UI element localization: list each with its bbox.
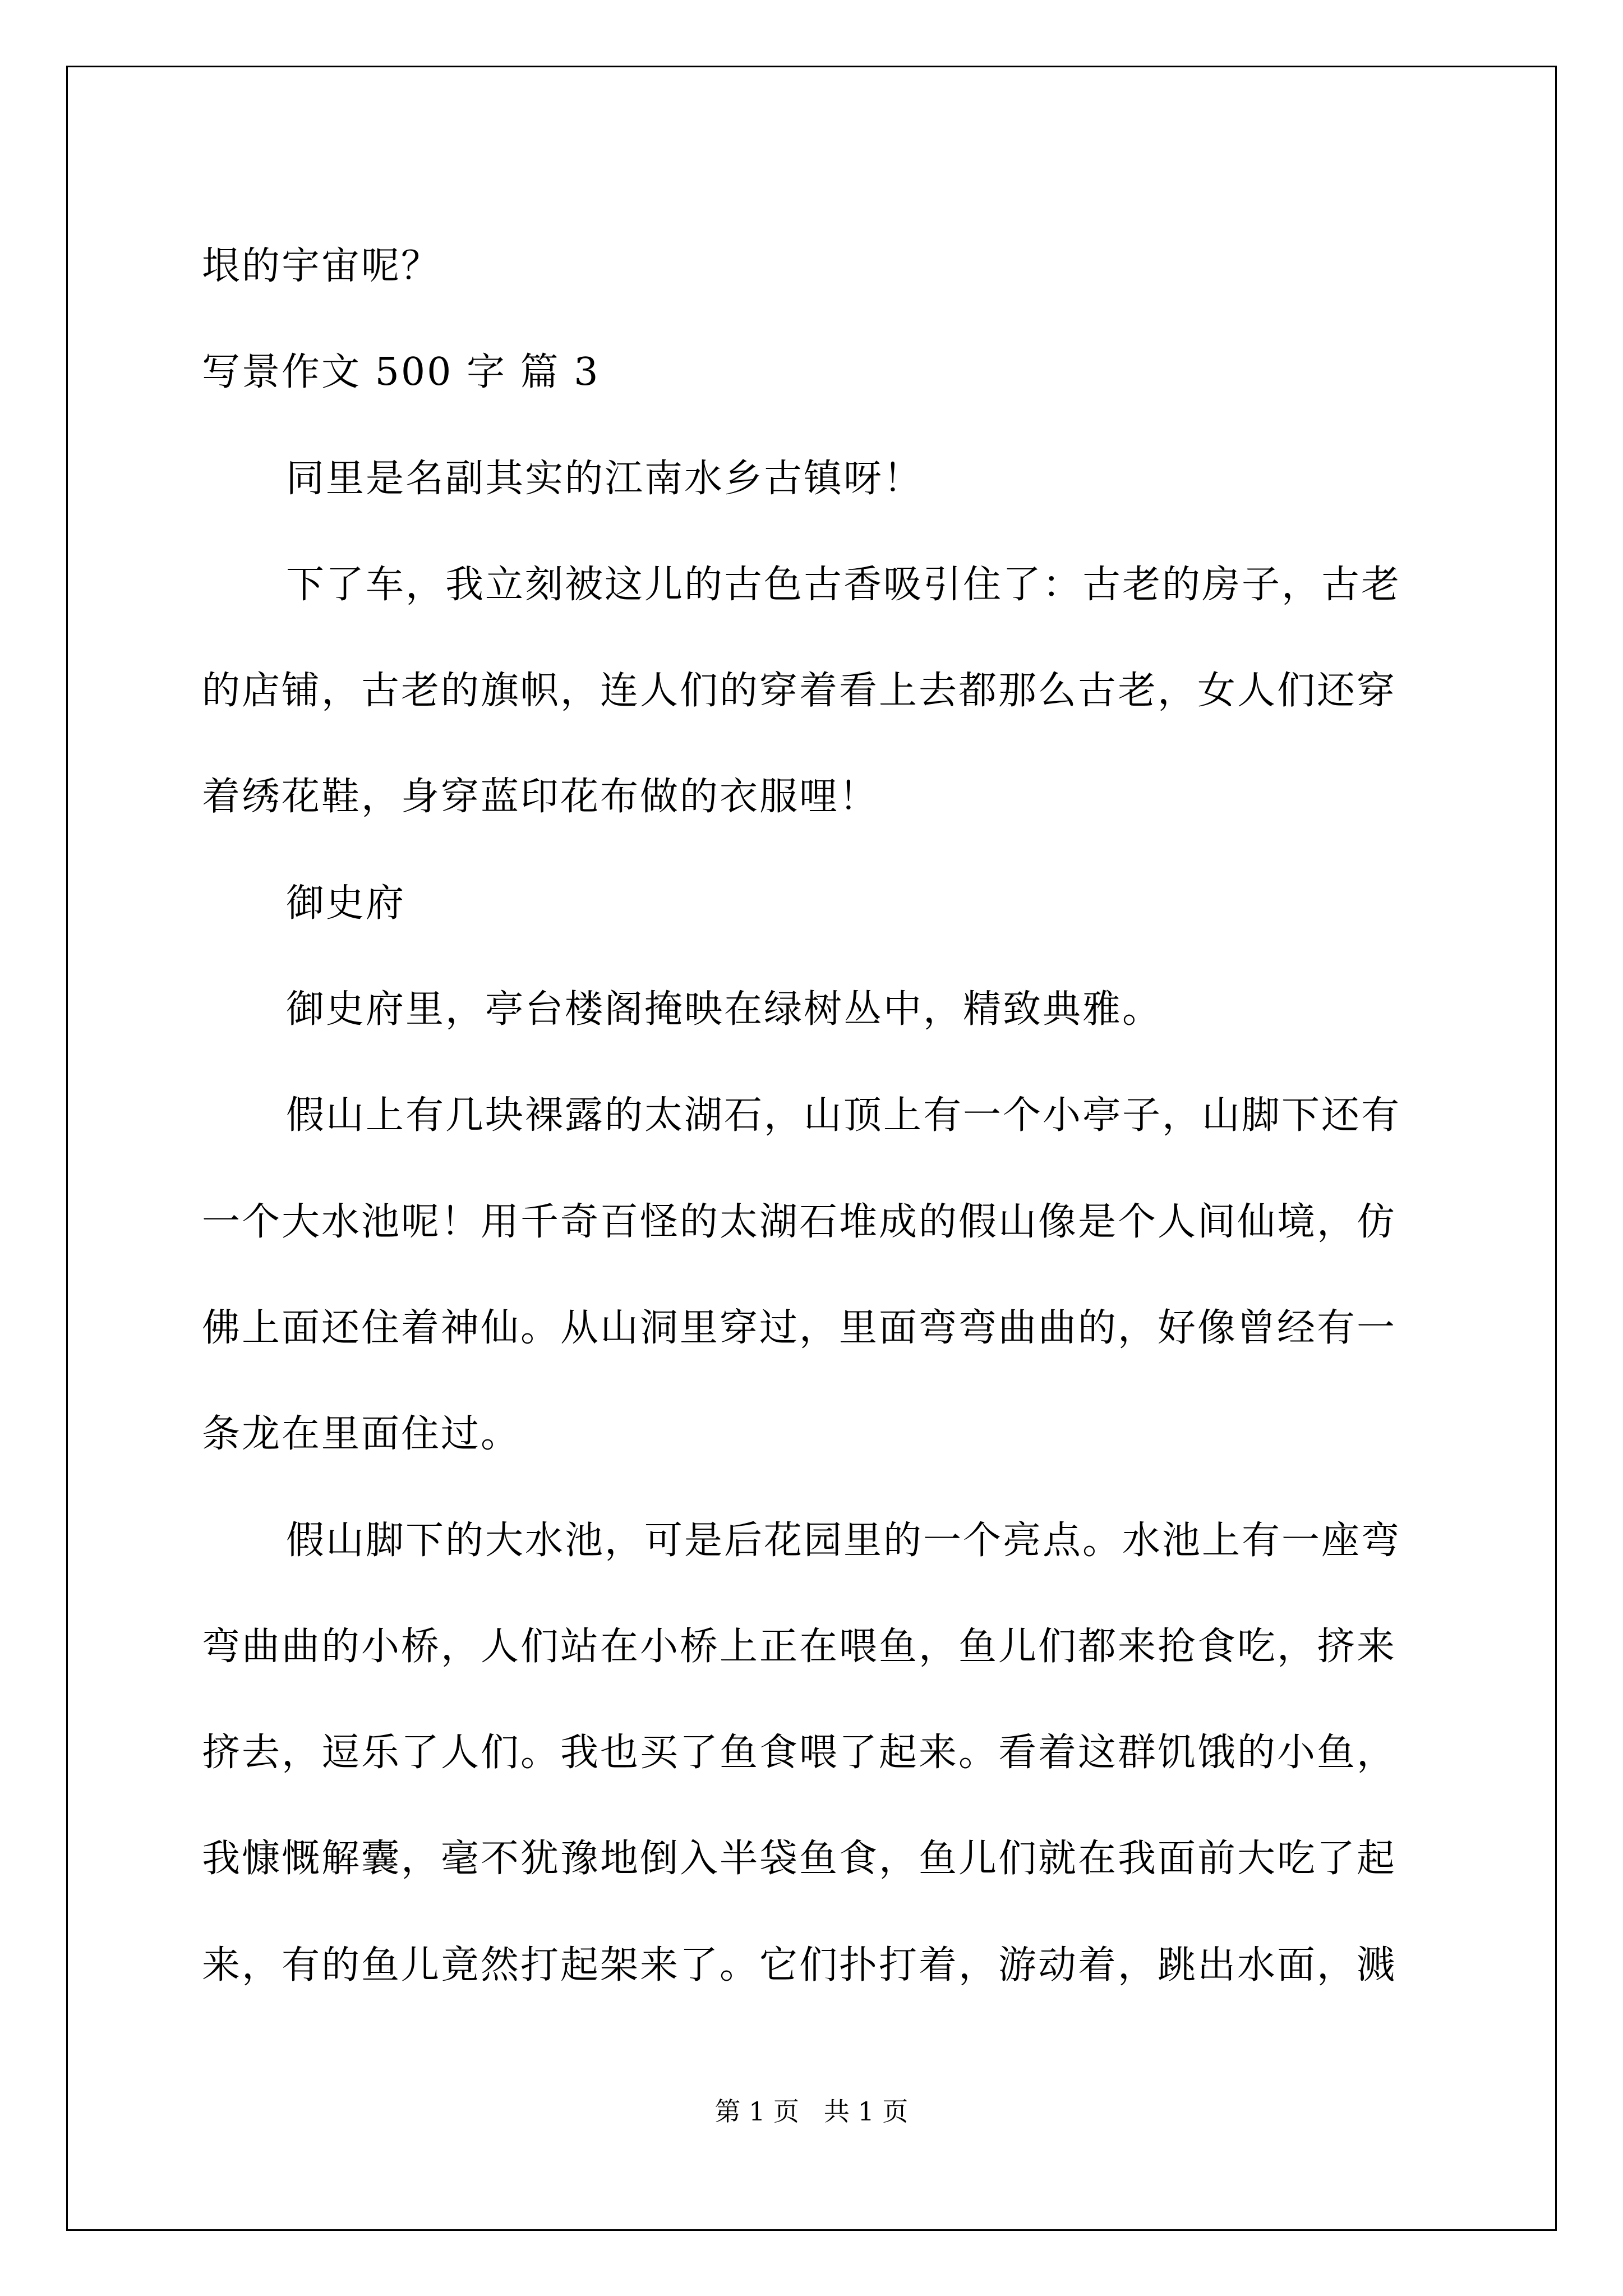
paragraph-line: 御史府里，亭台楼阁掩映在绿树丛中，精致典雅。: [286, 987, 1163, 1032]
paragraph-line: 一个大水池呢！用千奇百怪的太湖石堆成的假山像是个人间仙境，仿: [202, 1199, 1397, 1244]
paragraph-line: 条龙在里面住过。: [202, 1412, 521, 1457]
page-number-footer: 第 1 页 共 1 页: [714, 2096, 909, 2127]
paragraph-line: 着绣花鞋，身穿蓝印花布做的衣服哩！: [202, 775, 879, 820]
section-heading: 写景作文 500 字 篇 3: [202, 350, 600, 395]
document-body: [202, 213, 1424, 2018]
text-line: 垠的宇宙呢？: [202, 244, 441, 288]
paragraph-line: 来，有的鱼儿竟然打起架来了。它们扑打着，游动着，跳出水面，溅: [202, 1943, 1397, 1987]
paragraph-line: 挤去，逗乐了人们。我也买了鱼食喂了起来。看着这群饥饿的小鱼，: [202, 1731, 1397, 1775]
paragraph-line: 的店铺，古老的旗帜，连人们的穿着看上去都那么古老，女人们还穿: [202, 669, 1397, 714]
paragraph-line: 同里是名副其实的江南水乡古镇呀！: [286, 456, 924, 501]
paragraph-line: 我慷慨解囊，毫不犹豫地倒入半袋鱼食，鱼儿们就在我面前大吃了起: [202, 1837, 1397, 1881]
paragraph-line: 下了车，我立刻被这儿的古色古香吸引住了：古老的房子，古老: [286, 562, 1401, 607]
paragraph-line: 弯曲曲的小桥，人们站在小桥上正在喂鱼，鱼儿们都来抢食吃，挤来: [202, 1624, 1397, 1669]
paragraph-line: 佛上面还住着神仙。从山洞里穿过，里面弯弯曲曲的，好像曾经有一: [202, 1305, 1397, 1350]
paragraph-line: 假山上有几块裸露的太湖石，山顶上有一个小亭子，山脚下还有: [286, 1093, 1401, 1138]
paragraph-line: 假山脚下的大水池，可是后花园里的一个亮点。水池上有一座弯: [286, 1518, 1401, 1563]
subheading-line: 御史府: [286, 881, 406, 926]
